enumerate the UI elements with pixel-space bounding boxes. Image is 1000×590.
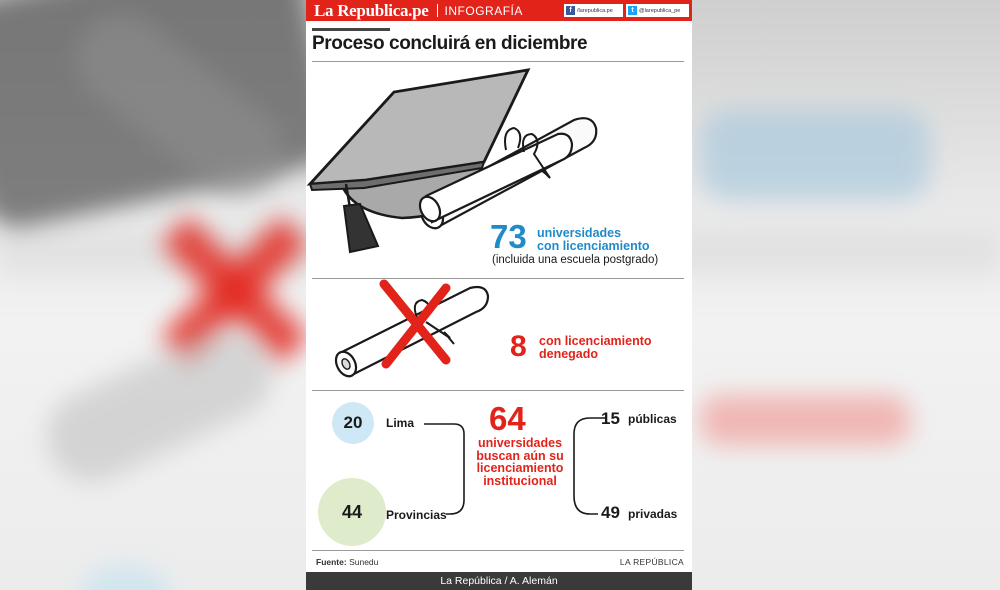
facebook-icon: f — [566, 6, 575, 15]
licensed-label — [537, 227, 650, 253]
brand-logo[interactable]: La Republica.pe — [314, 0, 429, 20]
facebook-link[interactable] — [564, 4, 623, 17]
diploma-scroll-icon — [326, 278, 506, 390]
title-accent-bar — [312, 28, 390, 31]
licensed-line2: con licenciamiento — [537, 239, 650, 253]
source-value: Sunedu — [349, 557, 379, 567]
twitter-handle: @larepublica_pe — [639, 7, 681, 14]
infographic-card — [306, 0, 692, 590]
denied-line2: denegado — [539, 347, 599, 361]
licensed-note: (incluida una escuela postgrado) — [492, 254, 659, 266]
pending-line: institucional — [483, 473, 557, 488]
page-title: Proceso concluirá en diciembre — [312, 33, 588, 54]
denied-line1: con licenciamiento — [539, 334, 652, 348]
denied-count: 8 — [510, 330, 527, 363]
publisher-label: LA REPÚBLICA — [619, 557, 684, 567]
pending-label — [470, 437, 570, 487]
footer-divider — [312, 550, 684, 551]
denied-label — [539, 335, 652, 361]
pending-count: 64 — [489, 400, 526, 437]
header-bar — [306, 0, 692, 21]
lima-circle: 20 — [332, 402, 374, 444]
licensed-line1: universidades — [537, 226, 622, 240]
lima-label: Lima — [386, 416, 415, 430]
source-label: Fuente: — [316, 557, 347, 567]
provincias-label: Provincias — [386, 508, 447, 522]
section-label: INFOGRAFÍA — [444, 3, 523, 18]
source-note — [316, 557, 378, 567]
twitter-link[interactable] — [626, 4, 689, 17]
credit-text: La República / A. Alemán — [440, 575, 558, 587]
provincias-circle: 44 — [318, 478, 386, 546]
header-divider — [437, 4, 438, 17]
pending-line: buscan aún su — [476, 448, 564, 463]
publicas-count: 15 — [601, 409, 620, 428]
pending-line: universidades — [477, 436, 563, 450]
pending-line: licenciamiento — [476, 461, 564, 475]
twitter-icon: t — [628, 6, 637, 15]
publicas-label: públicas — [628, 412, 677, 426]
facebook-handle: /larepublica.pe — [577, 7, 613, 14]
privadas-label: privadas — [628, 507, 678, 521]
privadas-count: 49 — [601, 503, 620, 522]
licensed-count: 73 — [490, 218, 527, 255]
credit-bar — [306, 572, 692, 590]
